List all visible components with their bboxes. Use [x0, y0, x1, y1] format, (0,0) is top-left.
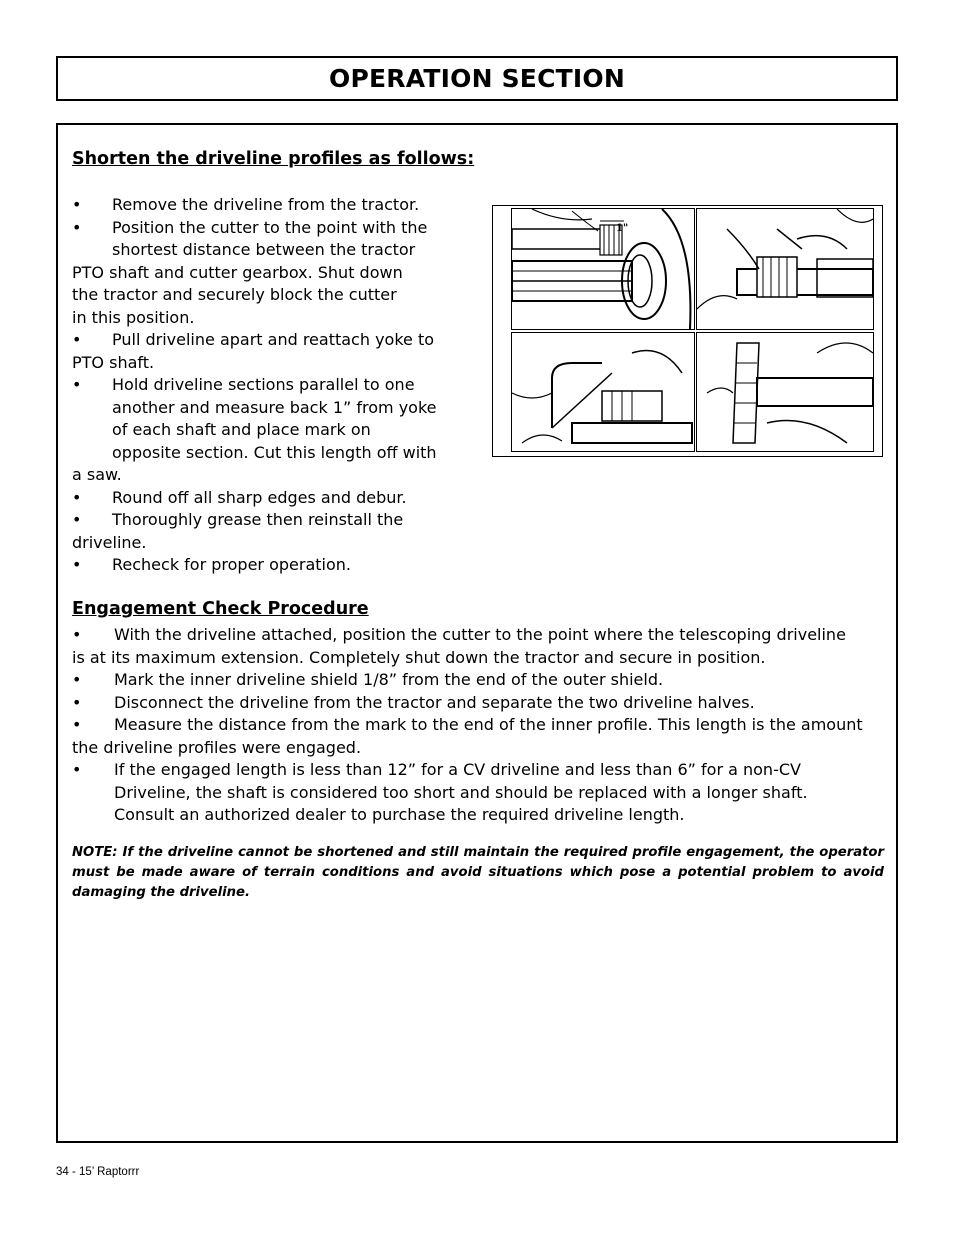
list-item-cont: a saw.	[72, 465, 122, 484]
panel-saw	[511, 332, 695, 452]
engagement-title: Engagement Check Procedure	[72, 599, 369, 619]
driveline-illustration	[492, 205, 883, 457]
list-item: • Recheck for proper operation.	[72, 555, 351, 574]
panel-measure	[511, 208, 695, 330]
shorten-list	[72, 194, 452, 577]
list-item: • Round off all sharp edges and debur.	[72, 487, 407, 507]
file-drawing	[697, 333, 873, 451]
measure-label: 1"	[616, 223, 629, 234]
shorten-title: Shorten the driveline profiles as follows:	[72, 149, 475, 169]
list-item: • Pull driveline apart and reattach yoke to	[72, 330, 435, 349]
list-item-cont: shortest distance between the tractor	[112, 240, 416, 259]
measure-drawing	[512, 209, 694, 329]
page-title: OPERATION SECTION	[329, 64, 625, 93]
list-item: • Position the cutter to the point with the	[72, 217, 428, 237]
list-item: • Remove the driveline from the tractor.	[72, 195, 420, 214]
list-item: • Thoroughly grease then reinstall the	[72, 510, 404, 529]
list-item-cont: PTO shaft.	[72, 352, 155, 372]
list-item-cont: the tractor and securely block the cutter	[72, 285, 397, 304]
list-item-cont: Driveline, the shaft is considered too short and should be replaced with a longer shaft.	[114, 782, 808, 802]
engagement-list	[72, 624, 892, 827]
list-item: • Measure the distance from the mark to the end of the inner profile. This length is the amount	[72, 715, 863, 734]
list-item-cont: in this position.	[72, 307, 195, 327]
list-item-cont: driveline.	[72, 532, 147, 552]
list-item-cont: PTO shaft and cutter gearbox. Shut down	[72, 262, 403, 282]
list-item-cont: Consult an authorized dealer to purchase the required driveline length.	[114, 805, 685, 824]
list-item-cont: opposite section. Cut this length off with	[112, 442, 437, 462]
panel-mark	[696, 208, 874, 330]
mark-drawing	[697, 209, 873, 329]
list-item-cont: is at its maximum extension. Completely shut down the tractor and secure in position.	[72, 647, 766, 667]
list-item: • If the engaged length is less than 12” for a CV driveline and less than 6” for a non-CV	[72, 760, 801, 779]
panel-file	[696, 332, 874, 452]
list-item: • Disconnect the driveline from the tractor and separate the two driveline halves.	[72, 692, 755, 712]
list-item: • With the driveline attached, position the cutter to the point where the telescoping driveline	[72, 625, 846, 644]
saw-drawing	[512, 333, 694, 451]
list-item-cont: of each shaft and place mark on	[112, 420, 371, 439]
list-item: • Mark the inner driveline shield 1/8” from the end of the outer shield.	[72, 670, 664, 689]
content-box	[56, 123, 898, 1143]
page-footer: 34 - 15’ Raptorrr	[56, 1166, 140, 1178]
note-text: NOTE: If the driveline cannot be shortened and still maintain the required profile engagement, the operator must be made aware of terrain conditions and avoid situations which pose a potential problem to avoid damaging the driveline.	[72, 845, 884, 900]
list-item: • Hold driveline sections parallel to one	[72, 375, 415, 394]
list-item-cont: the driveline profiles were engaged.	[72, 737, 362, 757]
list-item-cont: another and measure back 1” from yoke	[112, 397, 437, 417]
section-header	[56, 56, 898, 101]
